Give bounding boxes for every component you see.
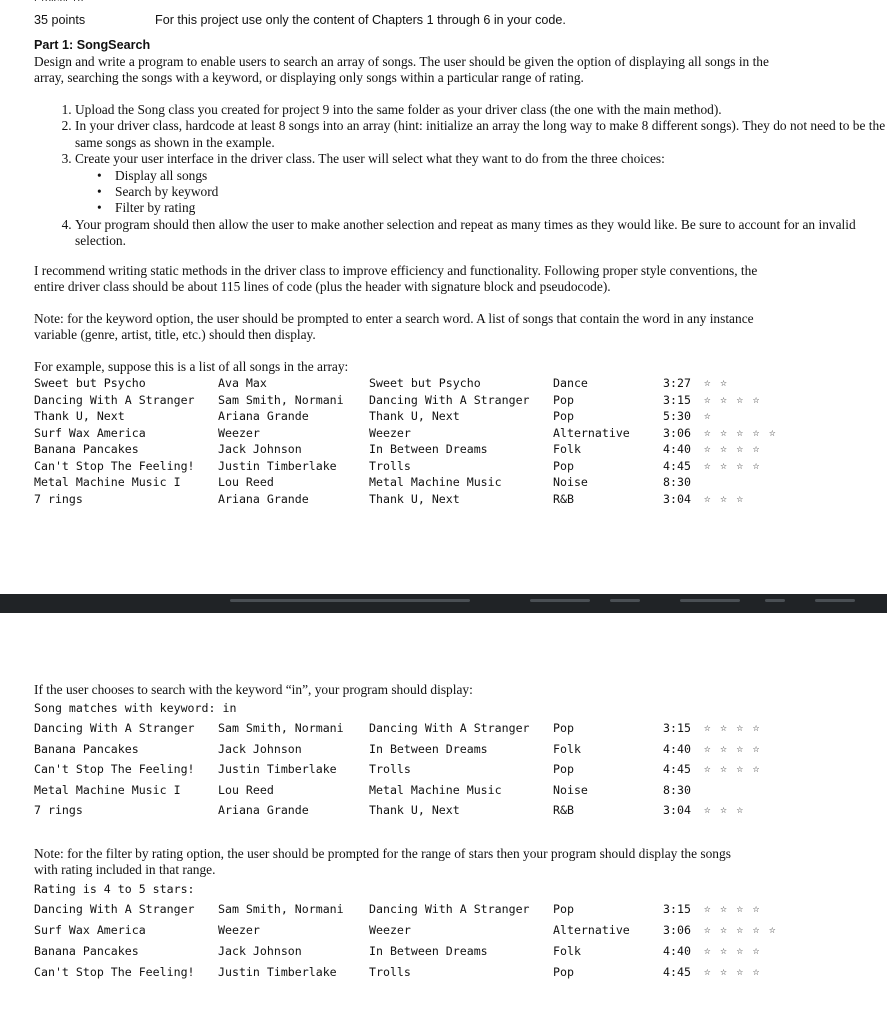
song-album: In Between Dreams [369,442,488,456]
choice-item: • Filter by rating [115,200,887,216]
star-rating: ☆ ☆ [704,376,729,389]
song-length: 3:15 [663,902,691,916]
keyword-output-header: Song matches with keyword: in [34,701,237,715]
part-heading: Part 1: SongSearch [34,38,151,52]
song-album: Weezer [369,425,411,440]
song-album: Weezer [369,923,411,937]
song-length: 5:30 [663,409,691,423]
rating-note-line-1: Note: for the filter by rating option, the user should be prompted for the range of stars then your program should display the songs [34,846,731,861]
star-rating: ☆ ☆ ☆ ☆ [704,741,761,755]
song-album: In Between Dreams [369,944,488,958]
song-album: In Between Dreams [369,741,488,756]
song-length: 4:40 [663,741,691,756]
song-genre: Folk [553,741,581,756]
song-artist: Ariana Grande [218,409,309,423]
song-length: 8:30 [663,782,691,797]
song-length: 4:45 [663,458,691,473]
page-divider [0,594,887,613]
song-genre: Pop [553,721,574,735]
song-artist: Lou Reed [218,782,274,797]
page-title-cutoff [34,0,104,1]
song-genre: Pop [553,392,574,407]
star-rating: ☆ ☆ ☆ [704,491,745,505]
keyword-note-line-1: Note: for the keyword option, the user should be prompted to enter a search word. A list of songs that contain the word in any instance [34,311,754,326]
song-album: Trolls [369,762,411,776]
song-album: Thank U, Next [369,409,460,423]
song-genre: Alternative [553,425,630,440]
song-genre: Folk [553,442,581,456]
song-length: 3:04 [663,803,691,817]
song-album: Trolls [369,458,411,473]
song-title: Surf Wax America [34,425,146,440]
intro-line-1: Design and write a program to enable users to search an array of songs. The user should be given the option of displaying all songs in the [34,54,769,69]
song-artist: Jack Johnson [218,741,302,756]
song-artist: Jack Johnson [218,944,302,958]
star-rating: ☆ ☆ ☆ ☆ [704,442,761,455]
song-length: 3:27 [663,376,691,390]
song-title: 7 rings [34,491,83,506]
star-rating: ☆ ☆ ☆ ☆ [704,944,761,957]
song-genre: Pop [553,762,574,776]
steps-list [34,102,887,250]
song-artist: Sam Smith, Normani [218,721,344,735]
song-genre: Folk [553,944,581,958]
song-artist: Jack Johnson [218,442,302,456]
song-artist: Justin Timberlake [218,965,337,979]
song-album: Metal Machine Music [369,475,502,489]
song-genre: Alternative [553,923,630,937]
song-artist: Ava Max [218,376,267,390]
song-title: Can't Stop The Feeling! [34,965,195,979]
song-length: 8:30 [663,475,691,489]
song-title: Banana Pancakes [34,741,139,756]
star-rating: ☆ [704,409,713,422]
song-album: Sweet but Psycho [369,376,481,390]
song-artist: Ariana Grande [218,491,309,506]
star-rating: ☆ ☆ ☆ ☆ [704,721,761,734]
song-album: Dancing With A Stranger [369,902,530,916]
song-artist: Justin Timberlake [218,762,337,776]
step-item: 3. Create your user interface in the driver class. The user will select what they want to do from the three choices: • Display all songs • Search by keyword • Filter by rating [75,151,887,217]
song-title: Can't Stop The Feeling! [34,762,195,776]
song-length: 3:15 [663,721,691,735]
example-intro: For example, suppose this is a list of all songs in the array: [34,359,349,374]
rating-note-line-2: with rating included in that range. [34,862,216,877]
song-title: 7 rings [34,803,83,817]
song-genre: Pop [553,458,574,473]
song-artist: Sam Smith, Normani [218,902,344,916]
song-title: Banana Pancakes [34,944,139,958]
chapters-note: For this project use only the content of Chapters 1 through 6 in your code. [155,13,566,27]
song-title: Dancing With A Stranger [34,902,195,916]
song-length: 4:40 [663,944,691,958]
song-length: 4:45 [663,762,691,776]
song-title: Banana Pancakes [34,442,139,456]
star-rating: ☆ ☆ ☆ ☆ [704,458,761,472]
song-genre: Pop [553,409,574,423]
song-genre: R&B [553,491,574,506]
song-length: 3:04 [663,491,691,506]
song-title: Thank U, Next [34,409,125,423]
song-album: Thank U, Next [369,491,460,506]
song-genre: Dance [553,376,588,390]
choices-list [75,168,887,217]
song-album: Metal Machine Music [369,782,502,797]
song-artist: Lou Reed [218,475,274,489]
keyword-example-intro: If the user chooses to search with the keyword “in”, your program should display: [34,682,473,697]
song-artist: Ariana Grande [218,803,309,817]
star-rating: ☆ ☆ ☆ ☆ [704,965,761,978]
rating-output-header: Rating is 4 to 5 stars: [34,882,195,896]
song-album: Thank U, Next [369,803,460,817]
song-title: Can't Stop The Feeling! [34,458,195,473]
step-item: 2. In your driver class, hardcode at least 8 songs into an array (hint: initialize an array the long way to make 8 different songs). They do not need to be the same songs as shown in the example. [75,118,887,151]
star-rating: ☆ ☆ ☆ ☆ ☆ [704,923,778,936]
song-title: Surf Wax America [34,923,146,937]
star-rating: ☆ ☆ ☆ ☆ [704,392,761,406]
star-rating: ☆ ☆ ☆ [704,803,745,816]
choice-item: • Display all songs [115,168,887,184]
song-length: 4:45 [663,965,691,979]
song-artist: Weezer [218,923,260,937]
song-genre: Noise [553,782,588,797]
song-length: 3:06 [663,425,691,440]
star-rating: ☆ ☆ ☆ ☆ [704,762,761,775]
song-genre: Pop [553,902,574,916]
song-length: 4:40 [663,442,691,456]
song-genre: R&B [553,803,574,817]
recommend-line-2: entire driver class should be about 115 lines of code (plus the header with signature block and pseudocode). [34,279,611,294]
points-label: 35 points [34,13,86,27]
keyword-note-line-2: variable (genre, artist, title, etc.) should then display. [34,327,316,342]
choice-item: • Search by keyword [115,184,887,200]
song-album: Dancing With A Stranger [369,721,530,735]
song-title: Sweet but Psycho [34,376,146,390]
song-title: Dancing With A Stranger [34,392,195,407]
song-album: Trolls [369,965,411,979]
song-artist: Justin Timberlake [218,458,337,473]
step-item: 4. Your program should then allow the user to make another selection and repeat as many times as they would like. Be sure to account for an invalid selection. [75,217,887,250]
song-title: Metal Machine Music I [34,782,181,797]
intro-line-2: array, searching the songs with a keyword, or displaying only songs within a particular range of rating. [34,70,584,85]
song-genre: Pop [553,965,574,979]
song-artist: Weezer [218,425,260,440]
song-album: Dancing With A Stranger [369,392,530,407]
song-title: Metal Machine Music I [34,475,181,489]
song-artist: Sam Smith, Normani [218,392,344,407]
song-title: Dancing With A Stranger [34,721,195,735]
star-rating: ☆ ☆ ☆ ☆ [704,902,761,915]
star-rating: ☆ ☆ ☆ ☆ ☆ [704,425,778,439]
recommend-line-1: I recommend writing static methods in the driver class to improve efficiency and functionality. Following proper style conventions, the [34,263,758,278]
song-length: 3:15 [663,392,691,407]
step-item: 1. Upload the Song class you created for project 9 into the same folder as your driver class (the one with the main method). [75,102,887,118]
song-genre: Noise [553,475,588,489]
song-length: 3:06 [663,923,691,937]
